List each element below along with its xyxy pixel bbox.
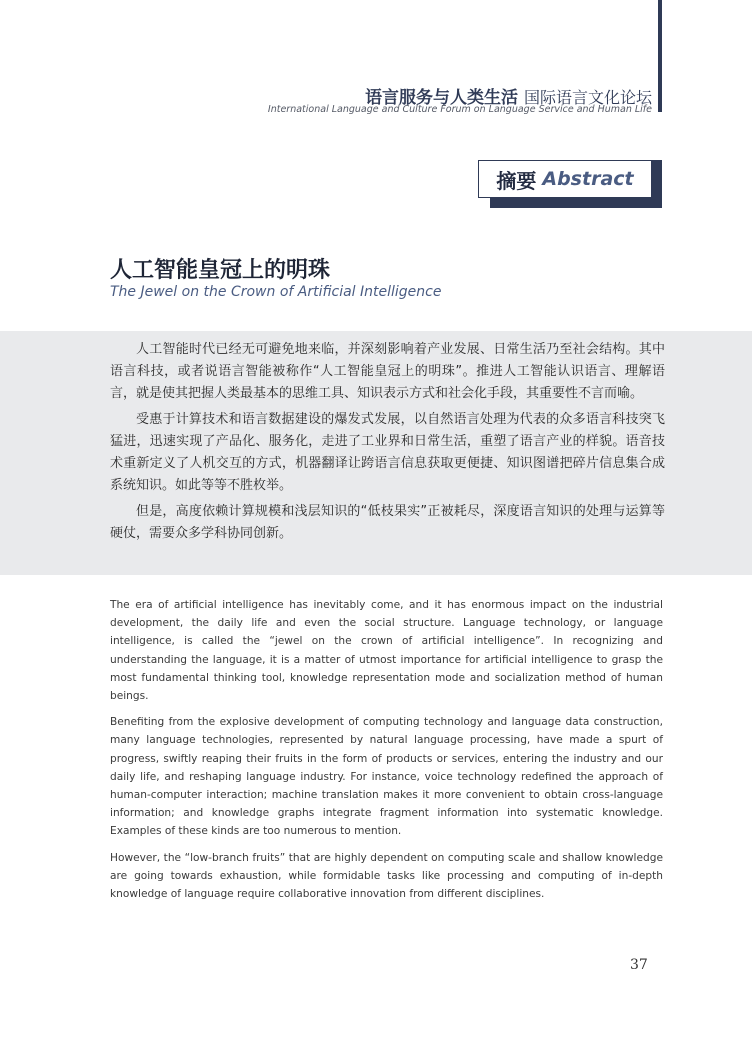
article-title-cn: 人工智能皇冠上的明珠 [110,257,331,283]
chinese-paragraph-1: 人工智能时代已经无可避免地来临，并深刻影响着产业发展、日常生活乃至社会结构。其中语言科技，或者说语言智能被称作“人工智能皇冠上的明珠”。推进人工智能认识语言、理解语言，就是使其把握人类最基本的思维工具、知识表示方式和社会化手段，其重要性不言而喻。 [110,342,665,401]
english-paragraph-2: Benefiting from the explosive development of computing technology and language data construction, many language technologies, represented by natural language processing, have made a spurt of progress, swiftly reaping their fruits in the form of products or services, entering the industry and our daily life, and reshaping language industry. For instance, voice technology redefined the approach of human-computer interaction; machine translation makes it more convenient to obtain cross-language information; and knowledge graphs integrate fragment information into systematic knowledge. Examples of these kinds are too numerous to mention. [110,716,663,838]
english-paragraph-1: The era of artificial intelligence has inevitably come, and it has enormous impact on the industrial development, the daily life and even the social structure. Language technology, or language intelligence, is called the “jewel on the crown of artificial intelligence”. In recognizing and understanding the language, it is a matter of utmost importance for artificial intelligence to grasp the most fundamental thinking tool, knowledge representation mode and socialization method of human beings. [110,599,663,703]
chinese-paragraph-3: 但是，高度依赖计算规模和浅层知识的“低枝果实”正被耗尽，深度语言知识的处理与运算等硬仗，需要众多学科协同创新。 [110,504,665,541]
page-number: 37 [630,957,648,973]
forum-title-en: International Language and Culture Forum on Language Service and Human Life [267,104,652,115]
article-title-en: The Jewel on the Crown of Artificial Intelligence [110,284,442,300]
abstract-tab-label-en: Abstract [542,168,634,190]
abstract-tab-label-cn: 摘要 [496,168,537,193]
chinese-abstract [110,339,665,549]
chinese-paragraph-2: 受惠于计算技术和语言数据建设的爆发式发展，以自然语言处理为代表的众多语言科技突飞猛进，迅速实现了产品化、服务化，走进了工业界和日常生活，重塑了语言产业的样貌。语音技术重新定义了人机交互的方式，机器翻译让跨语言信息获取更便捷、知识图谱把碎片信息集合成系统知识。如此等等不胜枚举。 [110,412,665,493]
forum-title-main: 语言服务与人类生活 [365,88,519,108]
english-paragraph-3: However, the “low-branch fruits” that are highly dependent on computing scale and shallow knowledge are going towards exhaustion, while formidable tasks like processing and computing of in-depth knowledge of language require collaborative innovation from different disciplines. [110,851,663,901]
abstract-tab-shadow [490,197,662,208]
header-vertical-rule [658,0,662,112]
forum-title-sub: 国际语言文化论坛 [523,88,652,107]
english-abstract [110,596,663,911]
abstract-tab [478,160,652,198]
